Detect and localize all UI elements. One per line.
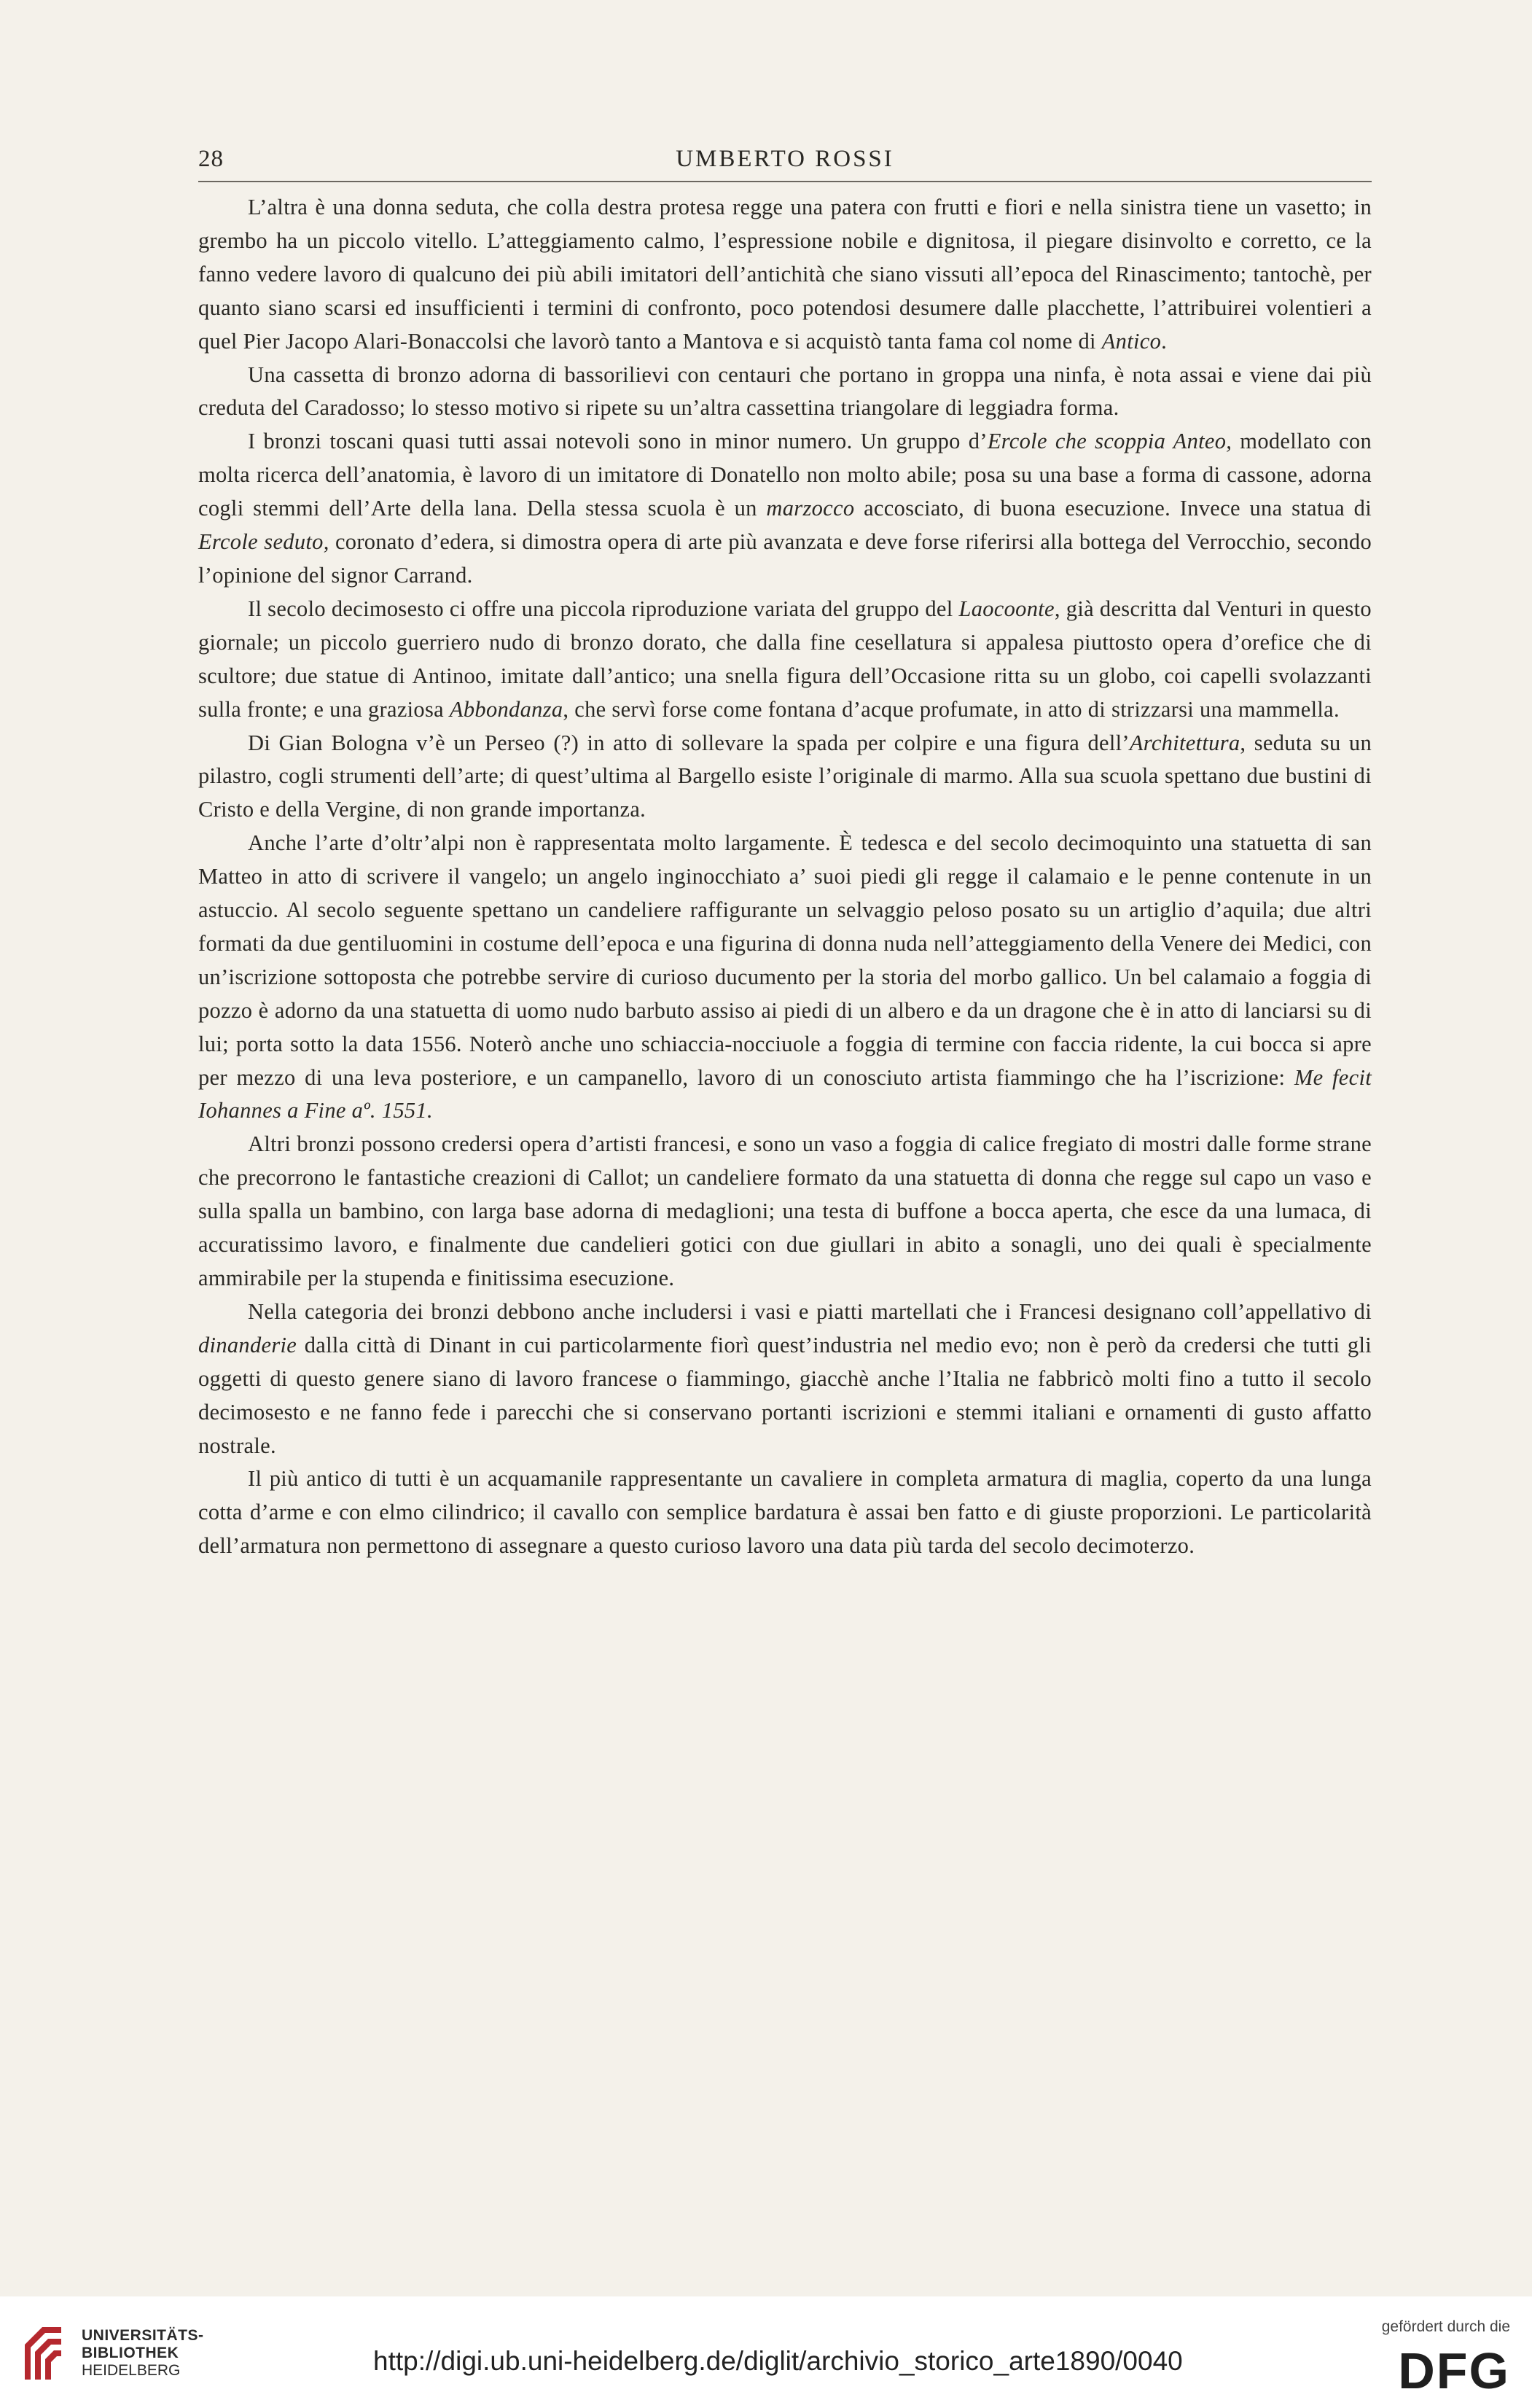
university-library-logo-icon <box>20 2323 66 2384</box>
text-run: Di Gian Bologna v’è un Perseo (?) in atto di sollevare la spada per colpire e una figura dell’ <box>248 730 1130 755</box>
text-run: coronato d’edera, si dimostra opera di arte più avanzata e deve forse riferirsi alla bottega del Verrocchio, secondo l’opinione del signor Carrand. <box>198 529 1372 588</box>
text-run: accosciato, di buona esecuzione. Invece una statua di <box>854 496 1372 521</box>
text-run: Anche l’arte d’oltr’alpi non è rappresentata molto largamente. È tedesca e del secolo decimoquinto una statuetta di san Matteo in atto di scrivere il vangelo; un angelo inginocchiato a’ suoi piedi gli regge il calamaio e le penne contenute in un astuccio. Al secolo seguente spettano un candeliere raffigurante un selvaggio peloso posato su un artiglio d’aquila; due altri formati da due gentiluomini in costume dell’epoca e una figurina di donna nuda nell’atteggiamento della Venere dei Medici, con un’iscrizione sottoposta che potrebbe servire di curioso ducumento per la storia del morbo gallico. Un bel calamaio a foggia di pozzo è adorno da una statuetta di uomo nudo barbuto assiso ai piedi di un albero e da un dragone che è in atto di lanciarsi su di lui; porta sotto la data 1556. Noterò anche uno schiaccia-nocciuole a foggia di termine con faccia ridente, la cui bocca si apre per mezzo di una leva posteriore, e un campanello, lavoro di un conosciuto artista fiammingo che ha l’iscrizione: <box>198 830 1372 1090</box>
italic-text: Architettura <box>1129 730 1240 755</box>
text-run: I bronzi toscani quasi tutti assai notevoli sono in minor numero. Un gruppo d’ <box>248 429 988 454</box>
institution-line-2: BIBLIOTHEK <box>82 2345 179 2361</box>
text-run: , seduta su un pilastro, cogli strumenti dell’arte; di quest’ultima al Bargello esiste l’originale di marmo. Alla sua scuola spettano due bustini di Cristo e della Vergine, di non grande importanza. <box>198 730 1372 822</box>
text-run: Una cassetta di bronzo adorna di bassorilievi con centauri che portano in groppa una ninfa, è nota assai e viene dai più creduta del Caradosso; lo stesso motivo si ripete su un’altra cassettina triangolare di leggiadra forma. <box>198 362 1372 421</box>
text-run: dalla città di Dinant in cui particolarmente fiorì quest’industria nel medio evo; non è però da credersi che tutti gli oggetti di questo genere siano di lavoro francese o fiammingo, giacchè anche l’Italia ne fabbricò molti fino a tutto il secolo decimosesto e ne fanno fede i parecchi che si conservano portanti iscrizioni e stemmi italiani e ornamenti di gusto affatto nostrale. <box>198 1332 1372 1458</box>
text-run: Il secolo decimosesto ci offre una piccola riproduzione variata del gruppo del <box>248 596 959 621</box>
text-run: Altri bronzi possono credersi opera d’artisti francesi, e sono un vaso a foggia di calice fregiato di mostri dalle forme strane che precorrono le fantastiche creazioni di Callot; un candeliere formato da una statuetta di donna che regge sul capo un vaso e sulla spalla un bambino, con larga base adorna di medaglioni; una testa di buffone a bocca aperta, che esce da una lumaca, di accuratissimo lavoro, e finalmente due candelieri gotici con due giullari in abito a sonagli, uno dei quali è specialmente ammirabile per la stupenda e finitissima esecuzione. <box>198 1131 1372 1290</box>
institution-line-3: HEIDELBERG <box>82 2362 181 2379</box>
paragraph <box>198 191 1372 359</box>
university-library-name <box>82 2327 204 2380</box>
funder-label: gefördert durch die <box>1381 2318 1510 2335</box>
paragraph <box>198 1462 1372 1563</box>
dfg-logo-icon <box>1367 2346 1510 2393</box>
text-run: L’altra è una donna seduta, che colla destra protesa regge una patera con frutti e fiori e nella sinistra tiene un vasetto; in grembo ha un piccolo vitello. L’atteggiamento calmo, l’espressione nobile e dignitosa, il piegare disinvolto e corretto, ce la fanno vedere lavoro di qualcuno dei più abili imitatori dell’antichità che siano vissuti all’epoca del Rinascimento; tantochè, per quanto siano scarsi ed insufficienti i termini di confronto, poco potendosi desumere dalle placchette, l’attribuirei volentieri a quel Pier Jacopo Alari-Bonaccolsi che lavorò tanto a Mantova e si acquistò tanta fama col nome di <box>198 195 1372 354</box>
page-number: 28 <box>198 146 224 172</box>
paragraph <box>198 593 1372 727</box>
text-run: modellato con molta ricerca dell’anatomia, è lavoro di un imitatore di Donatello non molto abile; posa su una base a forma di cassone, adorna cogli stemmi dell’Arte della lana. Della stessa scuola è un <box>198 429 1372 521</box>
page-header <box>198 146 1372 182</box>
text-run: . <box>1161 328 1168 354</box>
text-run: Il più antico di tutti è un acquamanile rappresentante un cavaliere in completa armatura di maglia, coperto da una lunga cotta d’arme e con elmo cilindrico; il cavallo con semplice bardatura è assai ben fatto e di giuste proporzioni. Le particolarità dell’armatura non permettono di assegnare a questo curioso lavoro una data più tarda del secolo decimoterzo. <box>198 1466 1372 1559</box>
text-run: , che servì forse come fontana d’acque profumate, in atto di strizzarsi una mammella. <box>563 696 1340 722</box>
italic-text: Ercole che scoppia Anteo, <box>987 429 1232 454</box>
dfg-logo-text: DFG <box>1398 2346 1510 2393</box>
digitization-footer <box>0 2296 1532 2408</box>
italic-text: Me fecit Iohannes a Fine aº. 1551. <box>198 1064 1372 1123</box>
italic-text: dinanderie <box>198 1332 297 1357</box>
italic-text: Antico <box>1101 328 1162 354</box>
paragraph <box>198 359 1372 426</box>
running-head: UMBERTO ROSSI <box>676 146 894 172</box>
italic-text: Laocoonte <box>958 596 1055 621</box>
text-run: , già descritta dal Venturi in questo giornale; un piccolo guerriero nudo di bronzo dorato, che dalla fine cesellatura si appalesa piuttosto opera d’orefice che di scultore; due statue di Antinoo, imitate dall’antico; una snella figura dell’Occasione ritta su un globo, coi capelli svolazzanti sulla fronte; e una graziosa <box>198 596 1372 722</box>
italic-text: marzocco <box>766 496 855 521</box>
italic-text: Abbondanza <box>449 696 563 722</box>
paragraph <box>198 727 1372 827</box>
text-run: Nella categoria dei bronzi debbono anche includersi i vasi e piatti martellati che i Francesi designano coll’appellativo di <box>248 1298 1372 1324</box>
body-text <box>198 191 1372 1563</box>
paragraph <box>198 827 1372 1128</box>
permalink-url[interactable]: http://digi.ub.uni-heidelberg.de/diglit/archivio_storico_arte1890/0040 <box>373 2346 1183 2376</box>
header-rule <box>198 181 1372 182</box>
paragraph <box>198 425 1372 593</box>
italic-text: Ercole seduto, <box>198 529 329 555</box>
paragraph <box>198 1295 1372 1463</box>
institution-line-1: UNIVERSITÄTS- <box>82 2327 204 2344</box>
paragraph <box>198 1128 1372 1295</box>
